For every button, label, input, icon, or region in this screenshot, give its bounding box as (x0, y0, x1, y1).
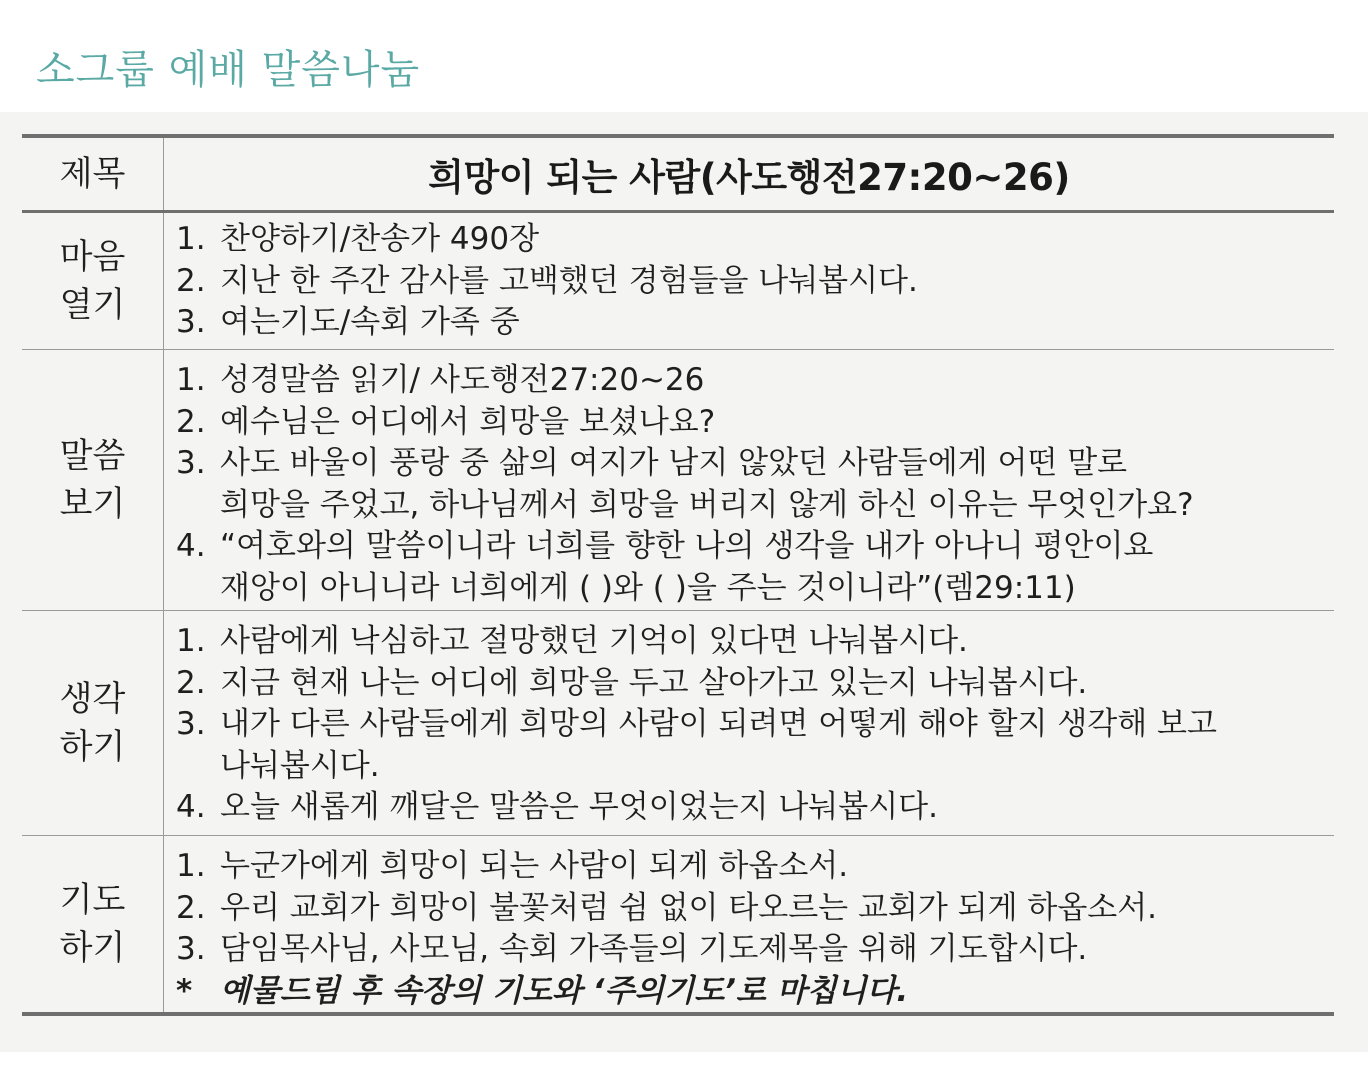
item-text: 내가 다른 사람들에게 희망의 사람이 되려면 어떻게 해야 할지 생각해 보고 나눠봅시다. (220, 706, 1217, 784)
item-text: 사람에게 낙심하고 절망했던 기억이 있다면 나눠봅시다. (220, 623, 968, 659)
item-number: 3. (176, 304, 206, 340)
list-item (176, 219, 1324, 261)
item-text: 지난 한 주간 감사를 고백했던 경험들을 나눠봅시다. (220, 262, 918, 299)
section-label: 말씀 보기 (22, 350, 164, 610)
item-text: 여는기도/속회 가족 중 (220, 304, 520, 340)
item-number: 1. (176, 362, 206, 398)
item-number: 1. (176, 221, 206, 257)
title-row (22, 138, 1334, 213)
sharing-table (22, 134, 1334, 1016)
page-title: 소그룹 예배 말씀나눔 (36, 47, 421, 93)
list-item (176, 846, 1324, 888)
item-text: 담임목사님, 사모님, 속회 가족들의 기도제목을 위해 기도합시다. (220, 931, 1088, 967)
item-number: 3. (176, 931, 206, 967)
item-number: 2. (176, 262, 206, 299)
section-prayer (22, 836, 1334, 1012)
section-reflect (22, 611, 1334, 836)
section-label: 생각 하기 (22, 611, 164, 835)
item-number: 4. (176, 528, 206, 564)
title-label: 제목 (22, 138, 164, 210)
item-text: “여호와의 말씀이니라 너희를 향한 나의 생각을 내가 아나니 평안이요 재앙이 아니니라 너희에게 ( )와 ( )을 주는 것이니라”(렘29:11) (220, 528, 1154, 606)
item-text: 지금 현재 나는 어디에 희망을 두고 살아가고 있는지 나눠봅시다. (220, 664, 1088, 701)
section-open-heart (22, 213, 1334, 350)
list-item (176, 402, 1324, 444)
item-text: 성경말씀 읽기/ 사도행전27:20~26 (220, 362, 705, 398)
list-item (176, 261, 1324, 303)
item-number: 2. (176, 403, 206, 440)
list-item (176, 621, 1324, 663)
section-items (164, 213, 1334, 349)
sermon-title: 희망이 되는 사람(사도행전27:20~26) (428, 156, 1070, 199)
list-item (176, 888, 1324, 930)
item-text: 찬양하기/찬송가 490장 (220, 221, 540, 257)
item-number: 2. (176, 664, 206, 701)
closing-note (176, 971, 1324, 1013)
section-items (164, 611, 1334, 835)
item-number: 2. (176, 889, 206, 926)
section-label: 기도 하기 (22, 836, 164, 1012)
section-items (164, 350, 1334, 610)
item-number: 1. (176, 848, 206, 884)
item-text: 우리 교회가 희망이 불꽃처럼 쉼 없이 타오르는 교회가 되게 하옵소서. (220, 889, 1158, 926)
list-item (176, 929, 1324, 971)
item-number: 1. (176, 623, 206, 659)
list-item (176, 526, 1324, 609)
list-item (176, 663, 1324, 705)
section-label: 마음 열기 (22, 213, 164, 349)
list-item (176, 302, 1324, 344)
section-read-word (22, 350, 1334, 611)
item-text: 누군가에게 희망이 되는 사람이 되게 하옵소서. (220, 848, 849, 884)
item-text: 예수님은 어디에서 희망을 보셨나요? (220, 403, 716, 440)
section-items (164, 836, 1334, 1012)
item-number: 3. (176, 706, 206, 742)
item-number: 4. (176, 789, 206, 825)
item-text: 오늘 새롭게 깨달은 말씀은 무엇이었는지 나눠봅시다. (220, 789, 938, 825)
list-item (176, 360, 1324, 402)
list-item (176, 443, 1324, 526)
note-text: 예물드림 후 속장의 기도와 ‘주의기도’로 마칩니다. (220, 972, 909, 1009)
item-text: 사도 바울이 풍랑 중 삶의 여지가 남지 않았던 사람들에게 어떤 말로 희망을 주었고, 하나님께서 희망을 버리지 않게 하신 이유는 무엇인가요? (220, 445, 1194, 523)
item-number: 3. (176, 445, 206, 481)
list-item (176, 787, 1324, 829)
list-item (176, 704, 1324, 787)
note-marker: * (176, 972, 193, 1009)
